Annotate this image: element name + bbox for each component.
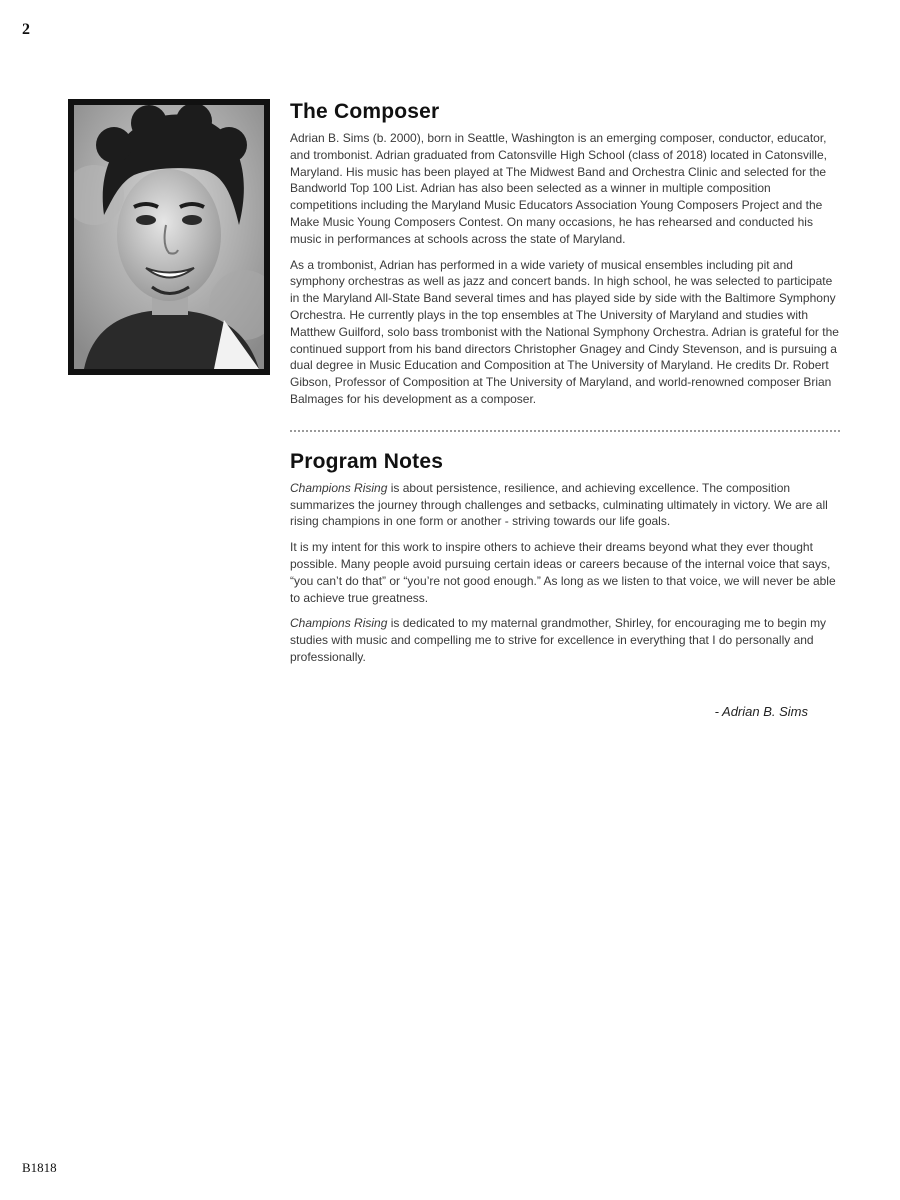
work-title: Champions Rising xyxy=(290,480,388,495)
main-content xyxy=(290,100,840,719)
program-notes-heading: Program Notes xyxy=(290,449,444,473)
composer-heading: The Composer xyxy=(290,100,440,123)
program-notes-section xyxy=(290,450,840,719)
program-notes-paragraph xyxy=(290,615,840,665)
program-notes-paragraph xyxy=(290,480,840,530)
signature: - Adrian B. Sims xyxy=(714,703,808,719)
composer-bio-paragraph: As a trombonist, Adrian has performed in a wide variety of musical ensembles including pit and symphony orchestras as well as jazz and concert bands. In high school, he was selected to participate in the Maryland All-State Band several times and has played side by side with the Baltimore Symphony Orchestra. He currently plays in the top ensembles at The University of Maryland and studies with Matthew Guilford, solo bass trombonist with the National Symphony Orchestra. Adrian is grateful for the continued support from his band directors Christopher Gnagey and Cindy Stevenson, and is pursuing a dual degree in Music Education and Composition at The University of Maryland. He credits Dr. Robert Gibson, Professor of Composition at The University of Maryland, and world-renowned composer Brian Balmages for his development as a composer. xyxy=(290,257,839,406)
page-number: 2 xyxy=(22,21,30,38)
section-divider xyxy=(290,430,840,432)
composer-bio-paragraph: Adrian B. Sims (b. 2000), born in Seattle, Washington is an emerging composer, conductor, educator, and trombonist. Adrian graduated from Catonsville High School (class of 2018) located in Catonsville, Maryland. His music has been played at The Midwest Band and Orchestra Clinic and selected for the Bandworld Top 100 List. Adrian has also been selected as a winner in multiple composition competitions including the Maryland Music Educators Association Young Composers Project and the Make Music Young Composers Contest. On many occasions, he has rehearsed and conducted his music in performances at schools across the state of Maryland. xyxy=(290,131,827,246)
paragraph-text: is dedicated to my maternal grandmother, Shirley, for encouraging me to begin my studies with music and compelling me to strive for excellence in everything that I do personally and professionally. xyxy=(290,616,827,664)
program-notes-paragraph: It is my intent for this work to inspire others to achieve their dreams beyond what they ever thought possible. Many people avoid pursuing certain ideas or careers because of the internal voice that says, “you can’t do that” or “you’re not good enough.” As long as we listen to that voice, we will never be able to achieve true greatness. xyxy=(290,540,836,605)
paragraph-text: is about persistence, resilience, and achieving excellence. The composition summarizes the journey through challenges and setbacks, culminating ultimately in victory. We are all rising champions in one form or another - striving towards our life goals. xyxy=(290,480,828,529)
work-title: Champions Rising xyxy=(290,616,388,631)
composer-portrait-icon xyxy=(74,105,264,369)
composer-section xyxy=(290,100,840,408)
catalog-code: B1818 xyxy=(22,1160,57,1175)
composer-photo xyxy=(68,99,270,375)
